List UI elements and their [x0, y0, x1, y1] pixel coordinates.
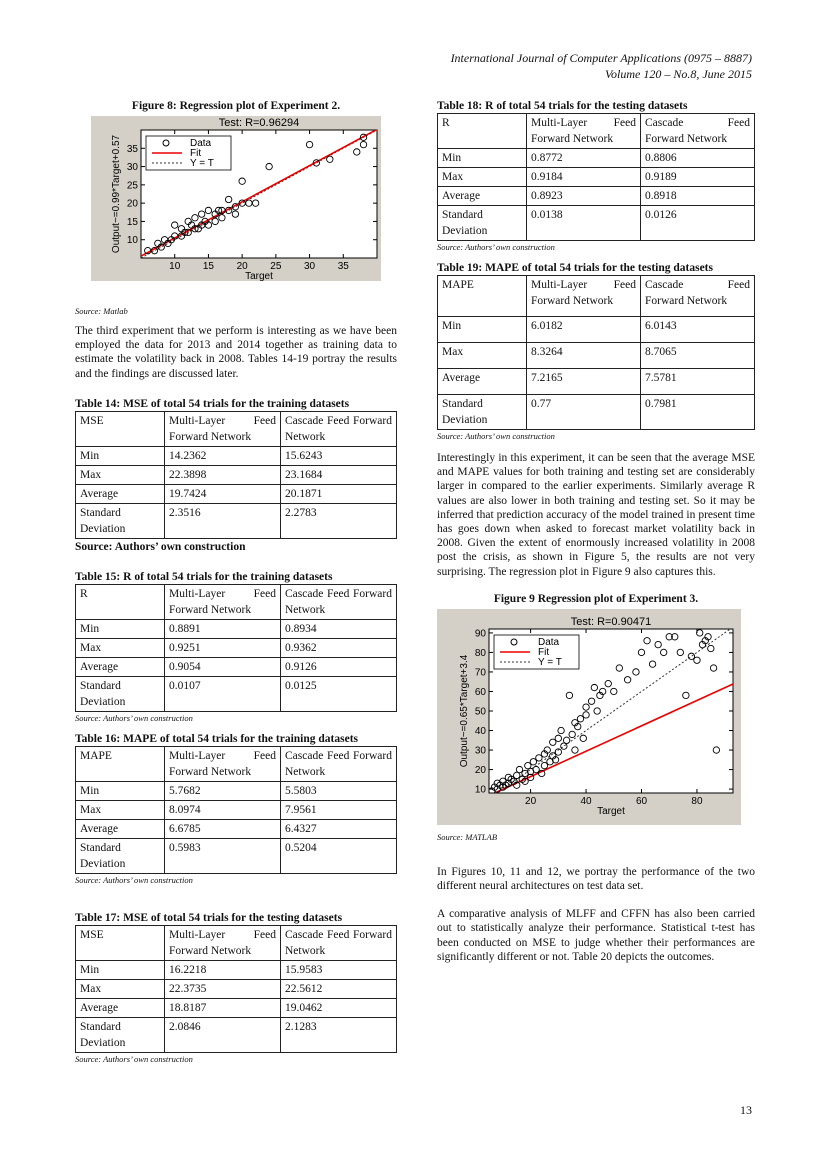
table-row — [438, 168, 755, 187]
table-row — [76, 676, 397, 711]
y-tick-label: 10 — [474, 784, 486, 796]
legend-label: Y = T — [190, 158, 214, 169]
table-cell: 22.3735 — [165, 979, 281, 998]
right-column — [437, 100, 755, 964]
x-axis-label: Target — [245, 271, 273, 281]
x-tick-label: 15 — [202, 261, 214, 272]
table-cell: Standard Deviation — [76, 1017, 165, 1052]
journal-header — [451, 50, 752, 82]
legend-label: Data — [190, 138, 212, 149]
table17-block — [75, 912, 397, 1064]
table-cell: Standard Deviation — [76, 838, 165, 873]
table-cell: 2.3516 — [165, 503, 281, 538]
table-cell: 8.0974 — [165, 800, 281, 819]
table15 — [75, 584, 397, 712]
table-cell: Average — [76, 819, 165, 838]
table-cell: 0.7981 — [641, 395, 755, 430]
table-cell: Average — [76, 657, 165, 676]
chart-title: Test: R=0.96294 — [218, 117, 300, 129]
y-tick-label: 80 — [474, 647, 486, 659]
table-cell: 0.8772 — [527, 149, 641, 168]
table-cell: Standard Deviation — [438, 395, 527, 430]
table-row — [76, 800, 397, 819]
table-header-cell: Multi-Layer Feed Forward Network — [165, 746, 281, 781]
table-cell: 0.9189 — [641, 168, 755, 187]
table-header-cell: MSE — [76, 925, 165, 960]
table-header-row — [76, 584, 397, 619]
table-cell: 7.2165 — [527, 369, 641, 395]
x-tick-label: 80 — [691, 795, 703, 807]
legend-label: Y = T — [538, 656, 562, 668]
table14 — [75, 411, 397, 539]
table-cell: Min — [438, 317, 527, 343]
table-cell: 22.3898 — [165, 465, 281, 484]
legend-label: Data — [538, 636, 560, 648]
figure9-chart — [437, 609, 741, 825]
table-cell: Max — [76, 638, 165, 657]
table18 — [437, 113, 755, 241]
page-number: 13 — [740, 1103, 752, 1117]
table15-block — [75, 571, 397, 723]
table-header-row — [76, 925, 397, 960]
table-cell: 0.5204 — [281, 838, 397, 873]
table-header-row — [76, 746, 397, 781]
table-cell: Max — [76, 979, 165, 998]
figure9-title: Figure 9 Regression plot of Experiment 3. — [493, 592, 699, 605]
y-tick-label: 30 — [126, 162, 138, 174]
y-axis-label: Output~=0.99*Target+0.57 — [111, 134, 122, 254]
table-cell: 0.0126 — [641, 206, 755, 241]
table-cell: 0.9362 — [281, 638, 397, 657]
journal-name: International Journal of Computer Applications (0975 – 8887) — [450, 51, 752, 65]
y-tick-label: 25 — [126, 180, 138, 192]
table-cell: Standard Deviation — [76, 676, 165, 711]
table-row — [76, 838, 397, 873]
table-cell: 16.2218 — [165, 960, 281, 979]
x-tick-label: 20 — [525, 795, 537, 807]
legend — [494, 635, 579, 669]
table-cell: Min — [76, 781, 165, 800]
table-cell: Max — [438, 168, 527, 187]
table-row — [76, 619, 397, 638]
y-tick-label: 20 — [126, 198, 138, 210]
table-cell: Min — [76, 446, 165, 465]
figure8-title: Figure 8: Regression plot of Experiment 2. — [131, 100, 341, 112]
figure8-source: Source: Matlab — [75, 306, 128, 316]
table-header-row — [76, 411, 397, 446]
table-cell: Standard Deviation — [76, 503, 165, 538]
y-tick-label: 70 — [474, 667, 486, 679]
plot-area — [459, 616, 733, 817]
x-tick-label: 25 — [270, 261, 282, 272]
table-cell: 15.6243 — [281, 446, 397, 465]
x-tick-label: 20 — [236, 261, 248, 272]
table-cell: 5.7682 — [165, 781, 281, 800]
table-cell: 19.7424 — [165, 484, 281, 503]
table-row — [76, 657, 397, 676]
table-row — [76, 465, 397, 484]
figure9-plot — [437, 609, 741, 825]
table-row — [438, 149, 755, 168]
table-row — [438, 317, 755, 343]
plot-area — [111, 117, 377, 281]
table-header-cell: Cascade Feed Forward Network — [641, 114, 755, 149]
y-tick-label: 60 — [474, 686, 486, 698]
table-cell: 15.9583 — [281, 960, 397, 979]
table-row — [438, 206, 755, 241]
table-cell: Max — [76, 465, 165, 484]
table-header-cell: Multi-Layer Feed Forward Network — [165, 411, 281, 446]
table-cell: 0.8918 — [641, 187, 755, 206]
table19 — [437, 275, 755, 430]
paragraph-comparative: A comparative analysis of MLFF and CFFN has also been carried out to statistically analyze their performance. Statistical t-test has been conducted on MSE to judge whether their performances are significantly different or not. Table 20 depicts the outcomes. — [437, 908, 755, 963]
x-tick-label: 10 — [169, 261, 181, 272]
table-row — [76, 1017, 397, 1052]
table-cell: 6.6785 — [165, 819, 281, 838]
paragraph-experiment3: The third experiment that we perform is interesting as we have been employed the data for 2013 and 2014 together as training data to estimate the volatility back in 2008. Tables 14-19 portray the results and the findings are discussed later. — [75, 325, 397, 380]
y-axis-label: Output~=0.65*Target+3.4 — [459, 654, 470, 768]
table-cell: 7.9561 — [281, 800, 397, 819]
table-header-cell: MSE — [76, 411, 165, 446]
table17-title: Table 17: MSE of total 54 trials for the testing datasets — [75, 911, 343, 924]
table-cell: 14.2362 — [165, 446, 281, 465]
table-cell: Average — [76, 998, 165, 1017]
x-tick-label: 40 — [580, 795, 592, 807]
table-header-cell: R — [76, 584, 165, 619]
table14-source: Source: Authors’ own construction — [75, 540, 246, 553]
table-cell: Standard Deviation — [438, 206, 527, 241]
table-cell: Average — [76, 484, 165, 503]
table-cell: Average — [438, 187, 527, 206]
table-cell: 0.77 — [527, 395, 641, 430]
table-cell: 19.0462 — [281, 998, 397, 1017]
table-row — [438, 369, 755, 395]
table19-block — [437, 262, 755, 441]
table-cell: 5.5803 — [281, 781, 397, 800]
y-tick-label: 50 — [474, 706, 486, 718]
table-cell: 0.9184 — [527, 168, 641, 187]
y-tick-label: 15 — [126, 216, 138, 228]
table-cell: 6.0182 — [527, 317, 641, 343]
y-tick-label: 30 — [474, 745, 486, 757]
table-cell: 6.4327 — [281, 819, 397, 838]
table-cell: 8.3264 — [527, 343, 641, 369]
x-tick-label: 60 — [635, 795, 648, 807]
y-tick-label: 90 — [474, 628, 486, 640]
table-cell: 8.7065 — [641, 343, 755, 369]
y-tick-label: 20 — [474, 764, 486, 776]
table15-title: Table 15: R of total 54 trials for the training datasets — [75, 570, 333, 583]
table-cell: 0.8923 — [527, 187, 641, 206]
table-row — [76, 638, 397, 657]
table-row — [76, 503, 397, 538]
table16-source: Source: Authors’ own construction — [75, 874, 193, 885]
table-row — [438, 343, 755, 369]
table-cell: 0.0138 — [527, 206, 641, 241]
table-row — [76, 781, 397, 800]
table-row — [76, 998, 397, 1017]
table16-title: Table 16: MAPE of total 54 trials for the training datasets — [75, 732, 359, 745]
y-tick-label: 10 — [126, 235, 138, 247]
table-header-cell: Cascade Feed Forward Network — [281, 925, 397, 960]
left-column — [75, 100, 397, 1064]
table14-title: Table 14: MSE of total 54 trials for the training datasets — [75, 397, 350, 410]
y-tick-label: 35 — [126, 143, 138, 155]
table-header-cell: Multi-Layer Feed Forward Network — [165, 925, 281, 960]
table-header-cell: Cascade Feed Forward Network — [281, 746, 397, 781]
x-tick-label: 35 — [337, 261, 349, 272]
table-header-cell: R — [438, 114, 527, 149]
table-row — [76, 446, 397, 465]
table-cell: 2.0846 — [165, 1017, 281, 1052]
legend — [146, 136, 231, 170]
table-cell: 22.5612 — [281, 979, 397, 998]
table-cell: 0.5983 — [165, 838, 281, 873]
y-tick-label: 40 — [474, 725, 486, 737]
table-header-row — [438, 276, 755, 317]
table-cell: 18.8187 — [165, 998, 281, 1017]
legend-label: Fit — [538, 646, 550, 658]
table-header-cell: MAPE — [438, 276, 527, 317]
table14-block — [75, 398, 397, 553]
paragraph-interesting: Interestingly in this experiment, it can be seen that the average MSE and MAPE values for both training and testing set are considerably larger in compared to the earlier experiments. Similarly average R values are also lower in both training and testing set. So it may be inferred that prediction accuracy of the model trained in present time has goes down when asked to forecast market volatility back in 2008. Given the extent of enormously increased volatility in 2008 post the crisis, as shown in Figure 5, the results are not very surprising. The regression plot in Figure 9 also captures this. — [437, 452, 755, 578]
table-cell: Min — [76, 619, 165, 638]
table-row — [438, 187, 755, 206]
figure8-chart — [91, 116, 381, 281]
table-header-cell: Multi-Layer Feed Forward Network — [165, 584, 281, 619]
table15-source: Source: Authors’ own construction — [75, 712, 193, 723]
table-row — [76, 819, 397, 838]
table-header-cell: MAPE — [76, 746, 165, 781]
table-header-cell: Multi-Layer Feed Forward Network — [527, 276, 641, 317]
table-cell: 0.8891 — [165, 619, 281, 638]
x-axis-label: Target — [597, 805, 625, 817]
table-header-cell: Cascade Feed Forward Network — [281, 584, 397, 619]
table-cell: Average — [438, 369, 527, 395]
table-cell: Min — [76, 960, 165, 979]
x-tick-label: 30 — [304, 261, 316, 272]
table-header-cell: Multi-Layer Feed Forward Network — [527, 114, 641, 149]
table-cell: 0.8806 — [641, 149, 755, 168]
table-cell: 0.0107 — [165, 676, 281, 711]
table-cell: Max — [76, 800, 165, 819]
figure8-plot — [91, 116, 381, 281]
journal-volume: Volume 120 – No.8, June 2015 — [605, 67, 752, 81]
table18-title: Table 18: R of total 54 trials for the testing datasets — [437, 100, 688, 112]
table-header-cell: Cascade Feed Forward Network — [281, 411, 397, 446]
table-cell: 0.0125 — [281, 676, 397, 711]
table17-source: Source: Authors’ own construction — [75, 1053, 193, 1064]
table16 — [75, 746, 397, 874]
table-row — [76, 484, 397, 503]
legend-label: Fit — [190, 148, 202, 159]
table17 — [75, 925, 397, 1053]
table-cell: Min — [438, 149, 527, 168]
table-row — [76, 979, 397, 998]
table-cell: 0.9126 — [281, 657, 397, 676]
table-cell: Max — [438, 343, 527, 369]
table19-title: Table 19: MAPE of total 54 trials for the testing datasets — [437, 262, 713, 274]
table-cell: 2.2783 — [281, 503, 397, 538]
table19-source: Source: Authors’ own construction — [437, 431, 555, 441]
table18-block — [437, 100, 755, 252]
table-cell: 2.1283 — [281, 1017, 397, 1052]
table-header-cell: Cascade Feed Forward Network — [641, 276, 755, 317]
chart-title: Test: R=0.90471 — [570, 615, 652, 628]
table-row — [438, 395, 755, 430]
paragraph-figures: In Figures 10, 11 and 12, we portray the performance of the two different neural architectures on test data set. — [437, 865, 755, 893]
table-cell: 0.9251 — [165, 638, 281, 657]
table-row — [76, 960, 397, 979]
table-cell: 0.9054 — [165, 657, 281, 676]
table-cell: 7.5781 — [641, 369, 755, 395]
table-cell: 0.8934 — [281, 619, 397, 638]
table-cell: 6.0143 — [641, 317, 755, 343]
table-header-row — [438, 114, 755, 149]
table18-source: Source: Authors’ own construction — [437, 242, 555, 252]
table-cell: 23.1684 — [281, 465, 397, 484]
table16-block — [75, 733, 397, 885]
figure9-source: Source: MATLAB — [437, 831, 498, 842]
table-cell: 20.1871 — [281, 484, 397, 503]
